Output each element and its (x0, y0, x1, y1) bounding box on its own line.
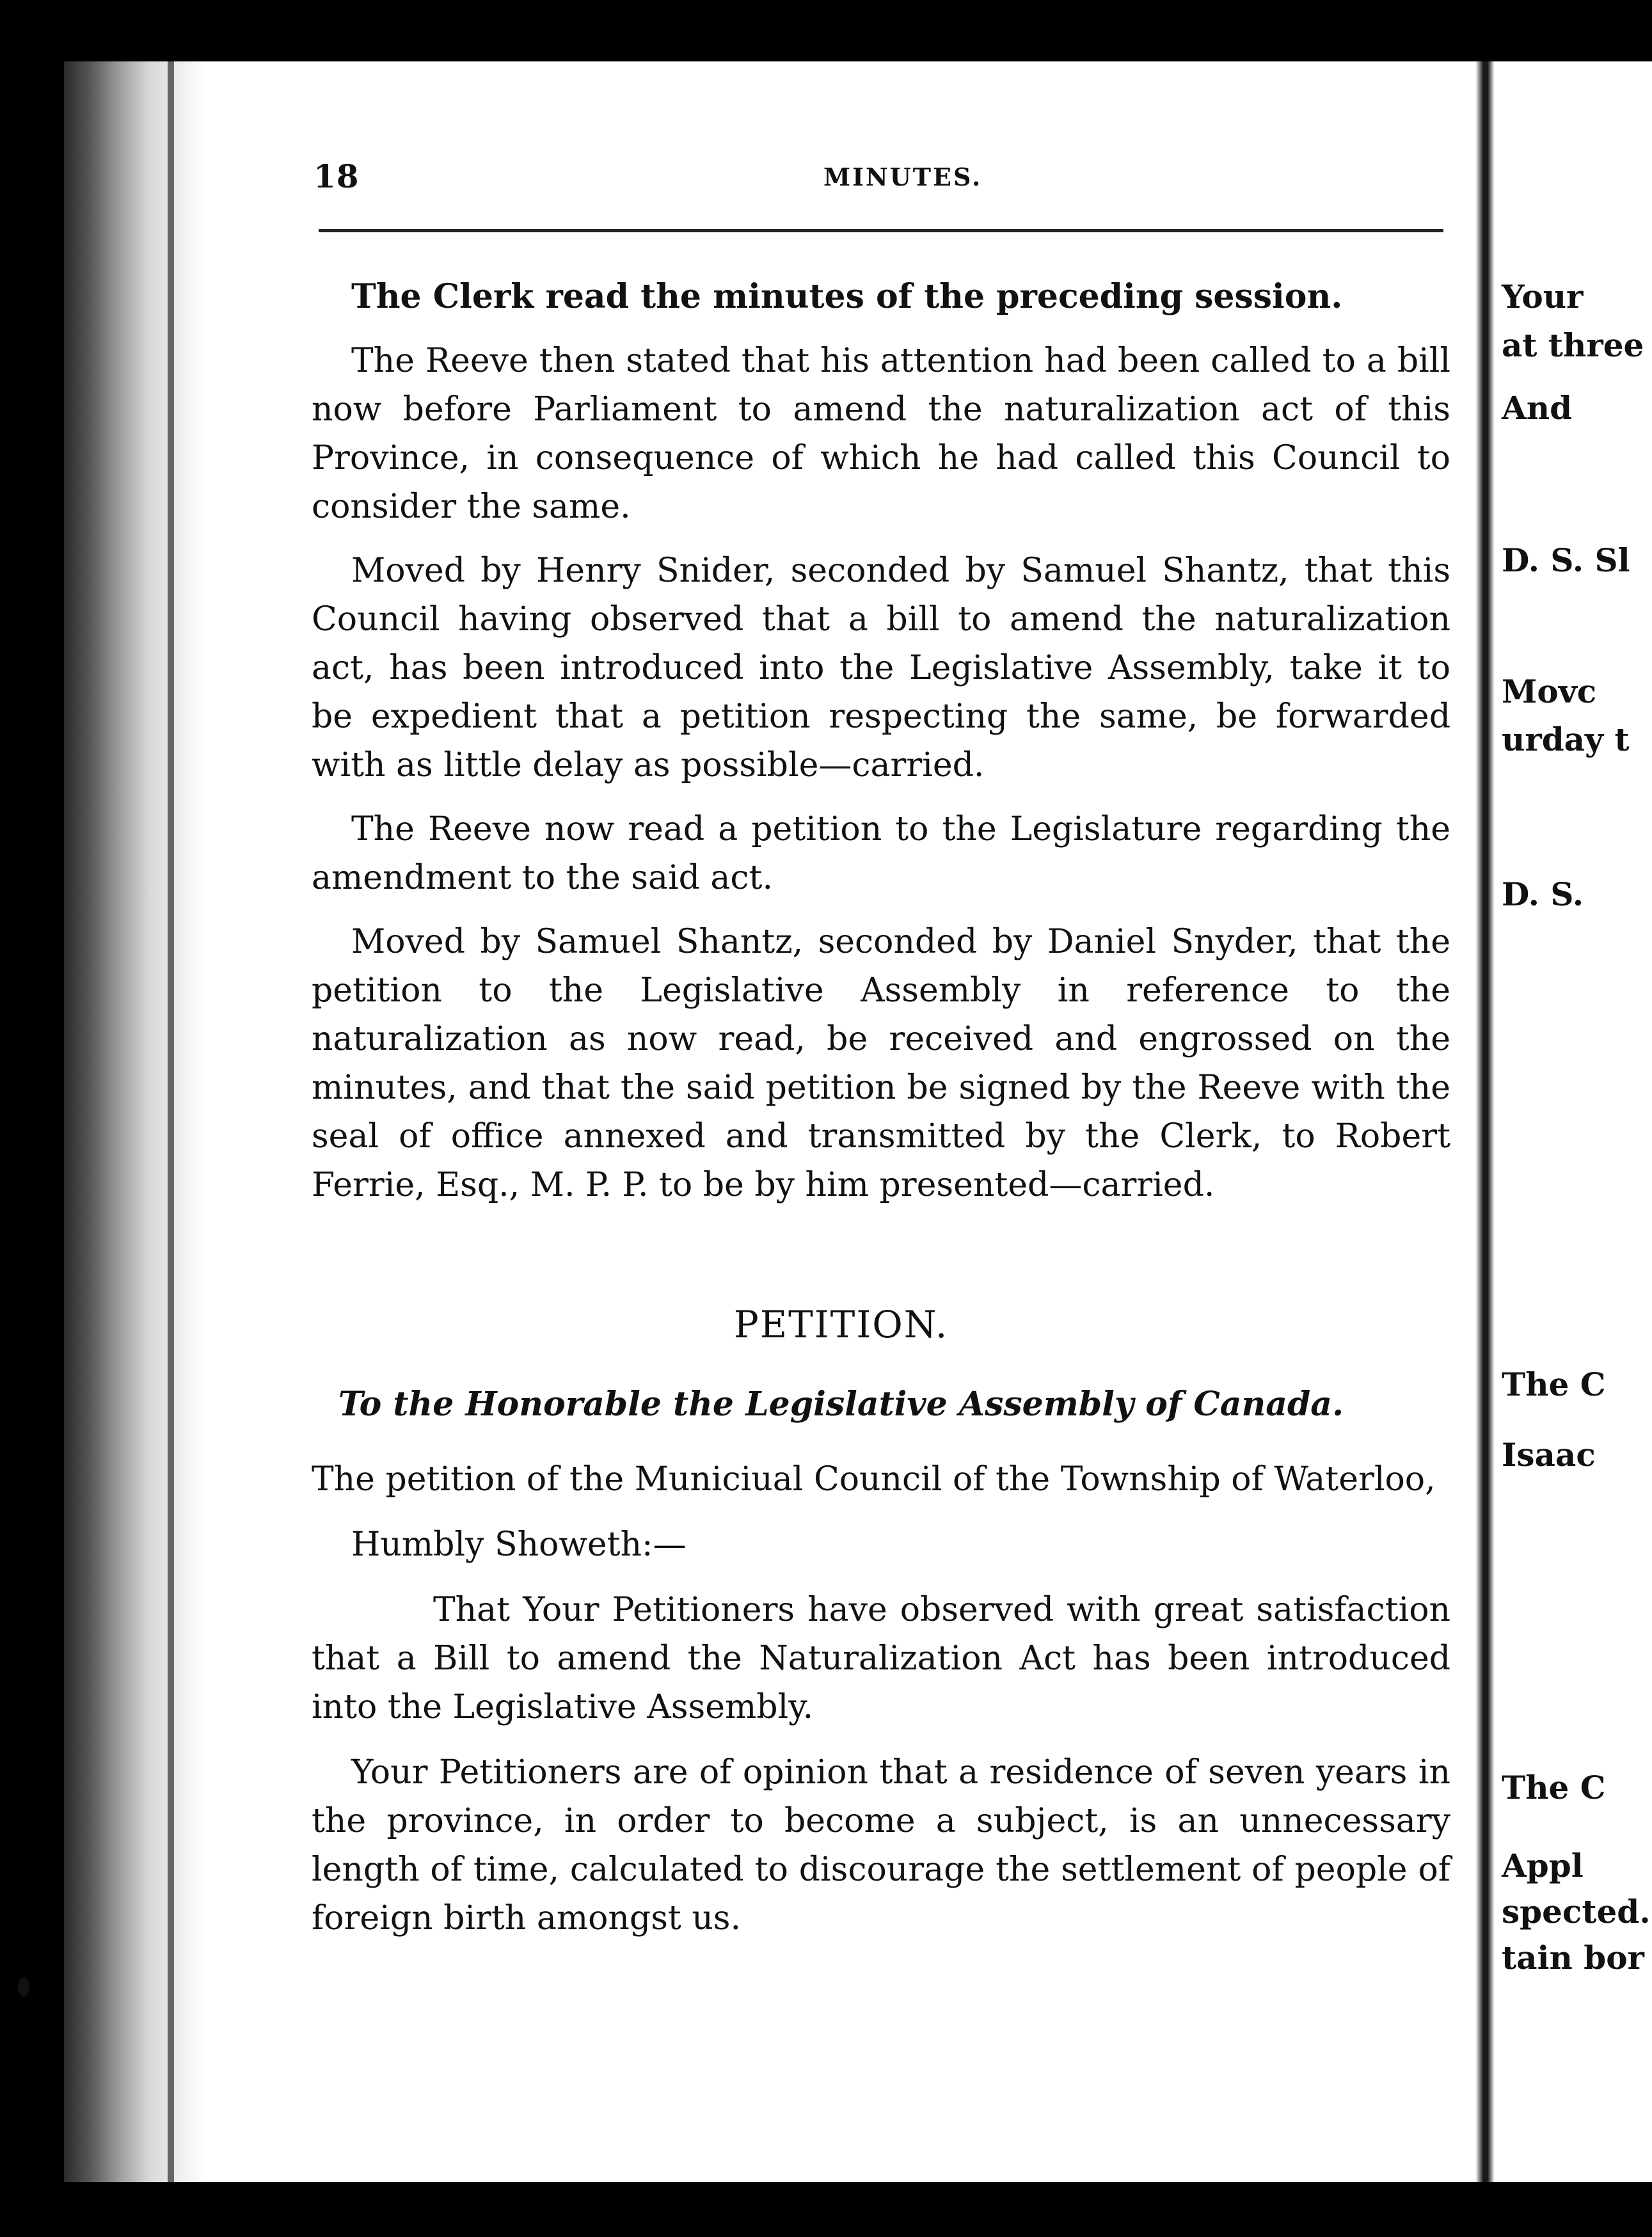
binding-edge (168, 61, 174, 2182)
next-page-text: urday t (1502, 720, 1630, 758)
next-page-text: Appl (1502, 1847, 1584, 1884)
book-spine (64, 61, 206, 2182)
next-page-text: spected. (1502, 1893, 1651, 1931)
page-gutter (1476, 61, 1494, 2182)
paragraph: The Reeve then stated that his attention had been called to a bill now before Parliament to amend the naturalization act of this Province, in consequence of which he had called this Council to consider the same. (312, 342, 1450, 526)
next-page-fragment (1494, 61, 1652, 2182)
paragraph: Moved by Henry Snider, seconded by Samuel Shantz, that this Council having observed that a bill to amend the naturalization act, has been introduced into the Legislative Assembly, take it to be expedient that a petition respecting the same, be forwarded with as little delay as possible—carried. (312, 552, 1450, 784)
paragraph: Moved by Samuel Shantz, seconded by Daniel Snyder, that the petition to the Legislative Assembly in reference to the naturalization as now read, be received and engrossed on the minutes, and that the said petition be signed by the Reeve with the seal of office annexed and transmitted by the Clerk, to Robert Ferrie, Esq., M. P. P. to be by him presented—carried. (312, 923, 1450, 1204)
next-page-text: Your (1502, 278, 1584, 315)
next-page-text: The C (1502, 1365, 1606, 1403)
petition-address: To the Honorable the Legislative Assembly of Canada. (338, 1385, 1344, 1424)
scan-border-top (0, 0, 1652, 61)
petition-salutation: Humbly Showeth:— (351, 1525, 687, 1564)
header-rule (319, 229, 1443, 232)
next-page-text: D. S. Sl (1502, 541, 1630, 579)
paragraph: The Clerk read the minutes of the preceding session. (351, 277, 1343, 316)
minutes-body (312, 273, 1450, 1225)
next-page-text: And (1502, 389, 1573, 427)
book-page (206, 61, 1476, 2182)
scan-border-bottom (0, 2182, 1652, 2237)
ink-speck (18, 1977, 29, 1996)
running-title: MINUTES. (823, 163, 983, 191)
petition-heading: PETITION. (733, 1303, 949, 1346)
scan-border-left (0, 0, 64, 2237)
next-page-text: D. S. (1502, 875, 1584, 913)
next-page-text: The C (1502, 1769, 1606, 1806)
next-page-text: Movc (1502, 673, 1597, 710)
petition-body (312, 1455, 1450, 1959)
petition-opening: The petition of the Municiual Council of the Township of Waterloo, (312, 1460, 1436, 1499)
next-page-text: at three (1502, 326, 1644, 364)
next-page-text: tain bor (1502, 1939, 1644, 1977)
page-number: 18 (314, 157, 360, 195)
petition-paragraph: That Your Petitioners have observed with great satisfaction that a Bill to amend the Naturalization Act has been introduced into the Legislative Assembly. (312, 1591, 1450, 1726)
paragraph: The Reeve now read a petition to the Legislature regarding the amendment to the said act. (312, 810, 1450, 897)
petition-paragraph: Your Petitioners are of opinion that a residence of seven years in the province, in order to become a subject, is an unnecessary length of time, calculated to discourage the settlement of people of foreign birth amongst us. (312, 1753, 1450, 1938)
next-page-text: Isaac (1502, 1436, 1596, 1474)
